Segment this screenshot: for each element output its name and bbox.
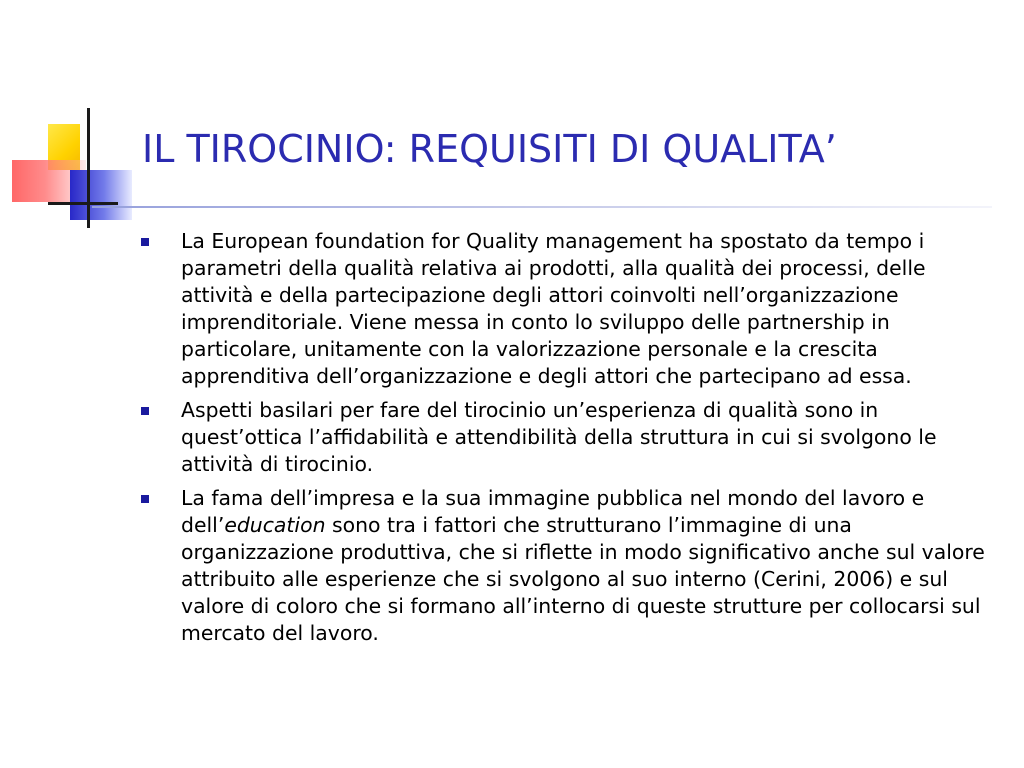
bullet-list [140,228,1000,654]
title-divider [92,206,992,208]
bullet-text-part: La fama dell’impresa e la sua immagine pubblica nel mondo del lavoro e dell’ [181,486,925,537]
square-bullet-icon [141,238,149,246]
horizontal-line-shape [48,202,118,205]
vertical-line-shape [87,108,90,228]
slide-title: IL TIROCINIO: REQUISITI DI QUALITA’ [142,127,837,171]
bullet-text-italic: education [224,513,326,537]
bullet-text: La European foundation for Quality management ha spostato da tempo i parametri della qualità relativa ai prodotti, alla qualità dei processi, delle attività e della partecipazione degli attori coinvolti nell’organizzazione imprenditoriale. Viene messa in conto lo sviluppo delle partnership in particolare, unitamente con la valorizzazione personale e la crescita apprenditiva dell’organizzazione e degli attori che partecipano ad essa. [181,229,926,388]
decorative-logo [0,100,150,240]
bullet-text [181,485,1000,647]
bullet-item [140,397,1000,478]
bullet-item [140,228,1000,390]
bullet-item [140,485,1000,647]
square-bullet-icon [141,407,149,415]
square-bullet-icon [141,495,149,503]
bullet-text-part: sono tra i fattori che strutturano l’immagine di una organizzazione produttiva, che si riflette in modo significativo anche sul valore attribuito alle esperienze che si svolgono al suo interno (Cerini, 2006) e sul valore di coloro che si formano all’interno di queste strutture per collocarsi sul mercato del lavoro. [181,513,985,645]
blue-square-shape [70,170,132,220]
bullet-text: Aspetti basilari per fare del tirocinio un’esperienza di qualità sono in quest’ottica l’affidabilità e attendibilità della struttura in cui si svolgono le attività di tirocinio. [181,398,937,476]
